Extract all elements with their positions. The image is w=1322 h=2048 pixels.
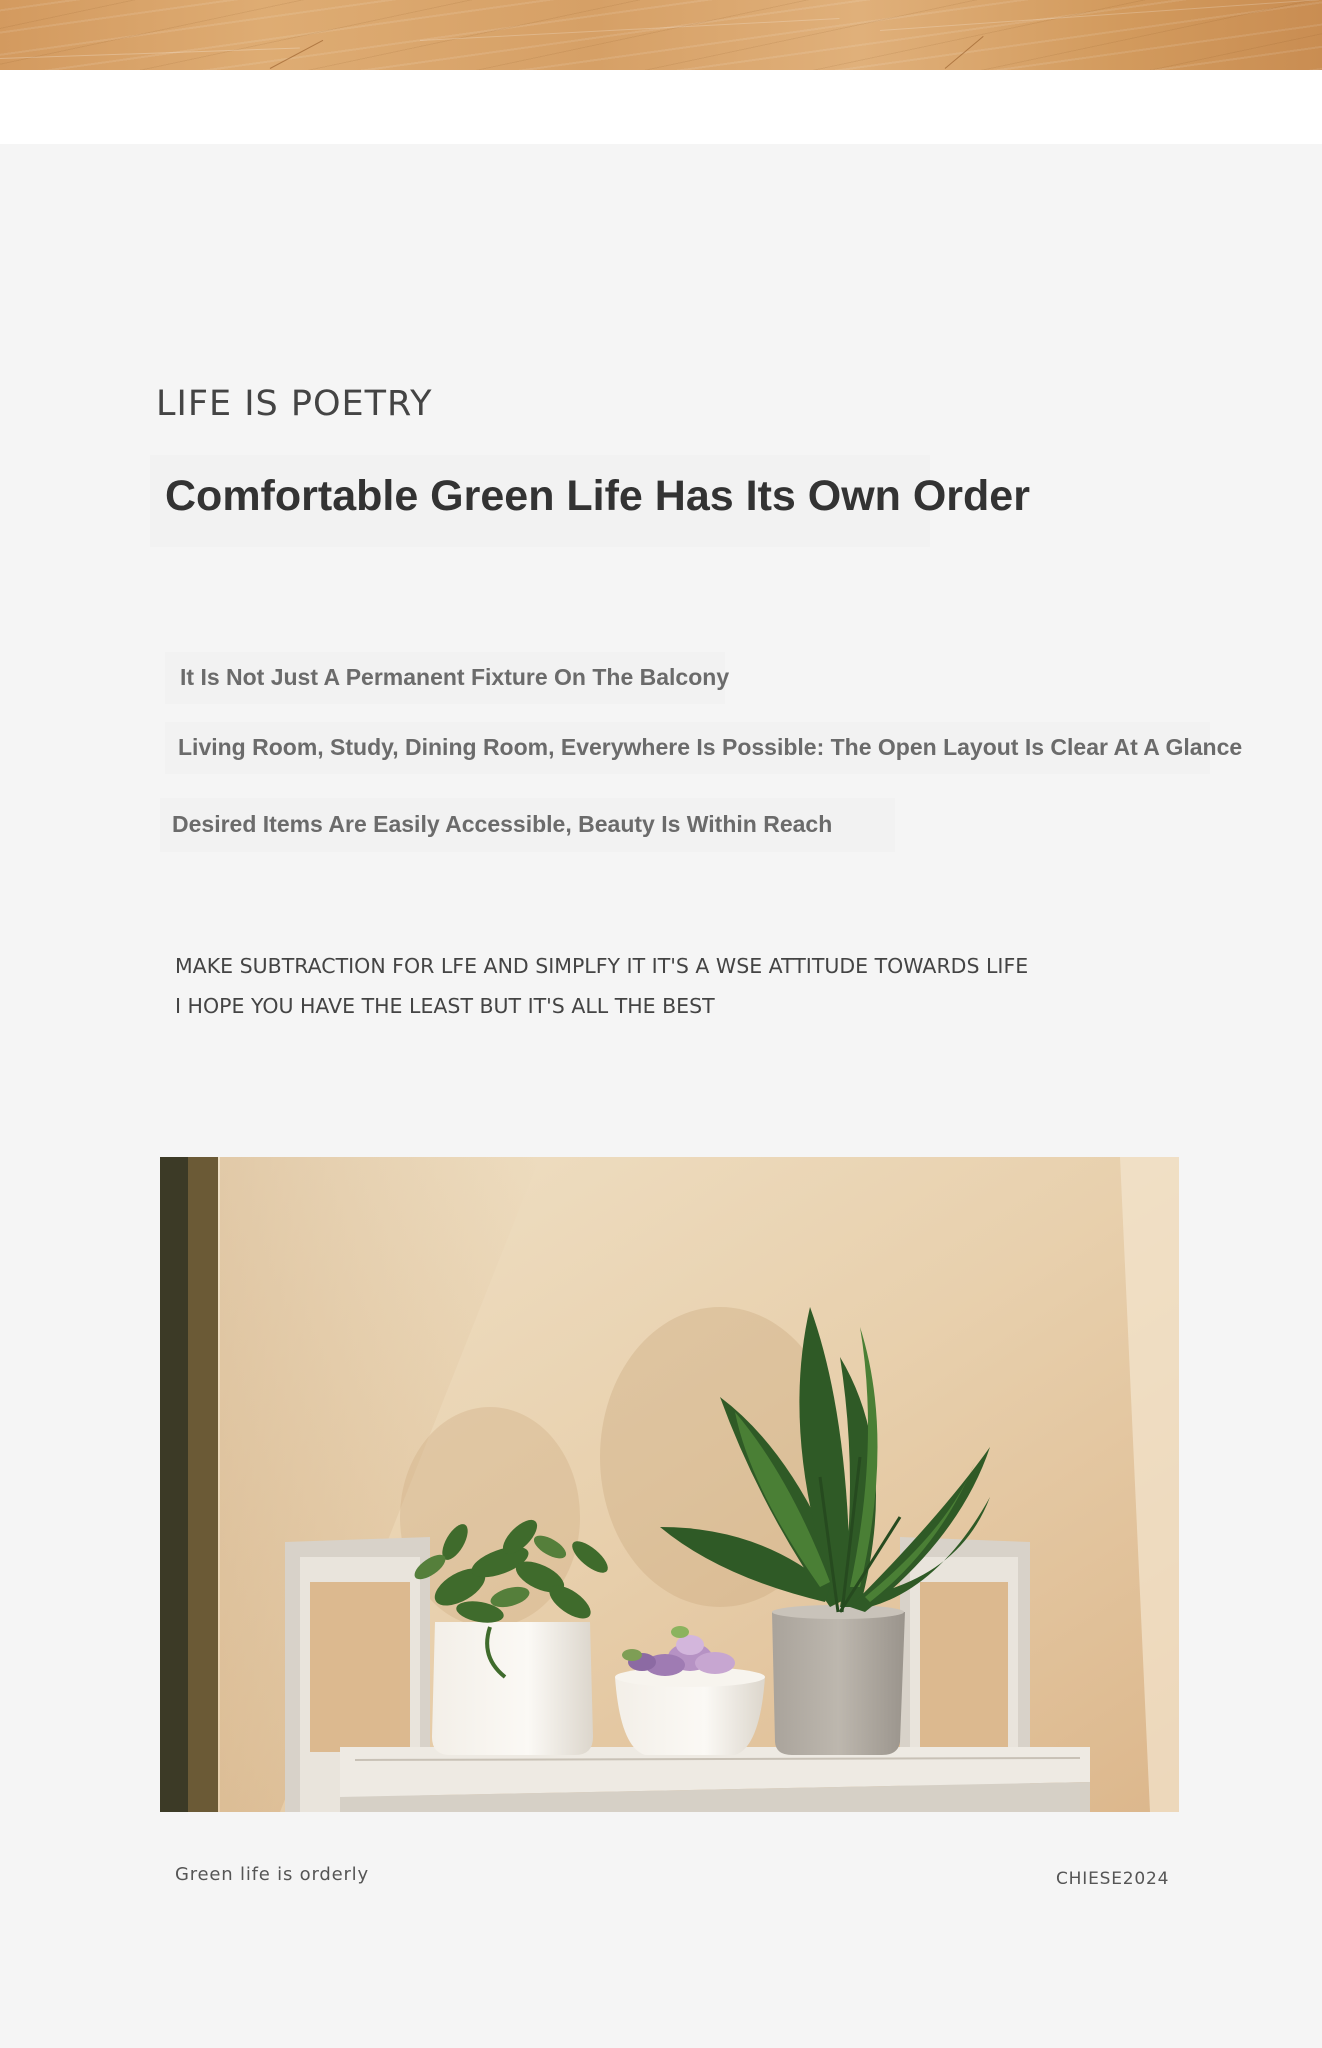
feature-line-1: It Is Not Just A Permanent Fixture On The Balcony bbox=[180, 664, 730, 690]
plant-shelf-illustration bbox=[160, 1157, 1179, 1812]
plant-shelf-photo bbox=[160, 1157, 1179, 1812]
wood-grain-line bbox=[270, 40, 323, 69]
wood-grain-line bbox=[0, 48, 300, 59]
wood-grain-line bbox=[420, 18, 839, 41]
wood-grain-line bbox=[945, 36, 984, 69]
photo-caption-right: CHIESE2024 bbox=[1056, 1869, 1170, 1889]
philosophy-line-1: MAKE SUBTRACTION FOR LFE AND SIMPLFY IT IT'S A WSE ATTITUDE TOWARDS LIFE bbox=[175, 954, 1029, 978]
white-divider-band bbox=[0, 70, 1322, 144]
feature-line-2: Living Room, Study, Dining Room, Everywhere Is Possible: The Open Layout Is Clear At A Glance bbox=[178, 734, 1243, 760]
wood-grain-line bbox=[880, 0, 1319, 31]
photo-caption-left: Green life is orderly bbox=[175, 1864, 369, 1885]
feature-line-3: Desired Items Are Easily Accessible, Beauty Is Within Reach bbox=[172, 811, 833, 837]
wood-floor-banner bbox=[0, 0, 1322, 70]
eyebrow-title: LIFE IS POETRY bbox=[156, 384, 433, 424]
page-headline: Comfortable Green Life Has Its Own Order bbox=[165, 472, 1030, 520]
philosophy-line-2: I HOPE YOU HAVE THE LEAST BUT IT'S ALL THE BEST bbox=[175, 994, 715, 1018]
